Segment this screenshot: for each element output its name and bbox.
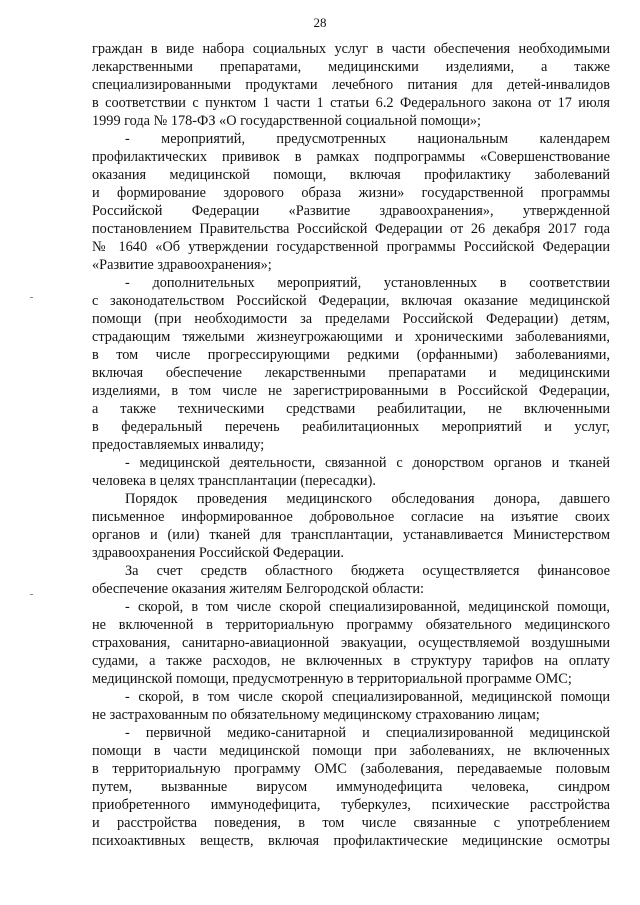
text-line: человека в целях трансплантации (пересадки). [92,473,376,489]
text-line: специализированными продуктами лечебного питания для детей-инвалидов [92,77,610,93]
text-line: За счет средств областного бюджета осуществляется финансовое [125,563,610,579]
text-line: органов и (или) тканей для трансплантации, устанавливается Министерством [92,527,610,543]
text-line: - первичной медико-санитарной и специализированной медицинской [125,725,610,741]
text-line: не застрахованным по обязательному медицинскому страхованию лицам; [92,707,540,723]
text-line: помощи (при необходимости за пределами Российской Федерации) детям, [92,311,610,327]
text-line: изделиями, в том числе не зарегистрированными в Российской Федерации, [92,383,610,399]
text-line: путем, вызванные вирусом иммунодефицита человека, синдром [92,779,610,795]
text-line: в территориальную программу ОМС (заболевания, передаваемые половым [92,761,610,777]
text-line: постановлением Правительства Российской Федерации от 26 декабря 2017 года [92,221,610,237]
text-line: предоставляемых инвалиду; [92,437,265,453]
text-line: Российской Федерации «Развитие здравоохранения», утвержденной [92,203,610,219]
text-line: письменное информированное добровольное согласие на изъятие своих [92,509,610,525]
text-line: помощи в части медицинской помощи при заболеваниях, не включенных [92,743,610,759]
text-line: приобретенного иммунодефицита, туберкулез, психические расстройства [92,797,610,813]
text-line: страхования, санитарно-авиационной эвакуации, осуществляемой воздушными [92,635,610,651]
text-line: - мероприятий, предусмотренных национальным календарем [125,131,610,147]
text-line: психоактивных веществ, включая профилактические медицинские осмотры [92,833,610,849]
margin-mark [30,297,33,298]
text-line: в соответствии с пунктом 1 части 1 статьи 6.2 Федерального закона от 17 июля [92,95,610,111]
text-line: включая обеспечение лекарственными препаратами и медицинскими [92,365,610,381]
text-line: оказания медицинской помощи, включая профилактику заболеваний [92,167,610,183]
text-line: и расстройства поведения, в том числе связанные с употреблением [92,815,610,831]
text-line: здравоохранения Российской Федерации. [92,545,344,561]
text-line: - скорой, в том числе скорой специализированной, медицинской помощи, [125,599,610,615]
text-line: Порядок проведения медицинского обследования донора, давшего [125,491,610,507]
text-line: а также техническими средствами реабилитации, не включенными [92,401,610,417]
text-line: в федеральный перечень реабилитационных мероприятий и услуг, [92,419,610,435]
text-line: - медицинской деятельности, связанной с донорством органов и тканей [125,455,610,471]
text-line: и формирование здорового образа жизни» государственной программы [92,185,610,201]
text-line: граждан в виде набора социальных услуг в части обеспечения необходимыми [92,41,610,57]
text-line: в том числе прогрессирующими редкими (орфанными) заболеваниями, [92,347,610,363]
text-line: страдающим тяжелыми жизнеугрожающими и хроническими заболеваниями, [92,329,610,345]
text-line: № 1640 «Об утверждении государственной программы Российской Федерации [92,239,610,255]
text-line: с законодательством Российской Федерации, включая оказание медицинской [92,293,610,309]
text-line: лекарственными препаратами, медицинскими изделиями, а также [92,59,610,75]
text-line: медицинской помощи, предусмотренную в территориальной программе ОМС; [92,671,572,687]
margin-mark [30,594,33,595]
text-line: обеспечение оказания жителям Белгородской области: [92,581,425,597]
text-line: судами, а также расходов, не включенных в структуру тарифов на оплату [92,653,610,669]
text-line: - скорой, в том числе скорой специализированной, медицинской помощи [125,689,610,705]
text-line: 1999 года № 178-ФЗ «О государственной социальной помощи»; [92,113,482,129]
text-line: не включенной в территориальную программу обязательного медицинского [92,617,610,633]
page-number: 28 [313,15,327,30]
text-line: «Развитие здравоохранения»; [92,257,272,273]
text-line: профилактических прививок в рамках подпрограммы «Совершенствование [92,149,610,165]
text-line: - дополнительных мероприятий, установленных в соответствии [125,275,610,291]
document-body [92,40,610,850]
